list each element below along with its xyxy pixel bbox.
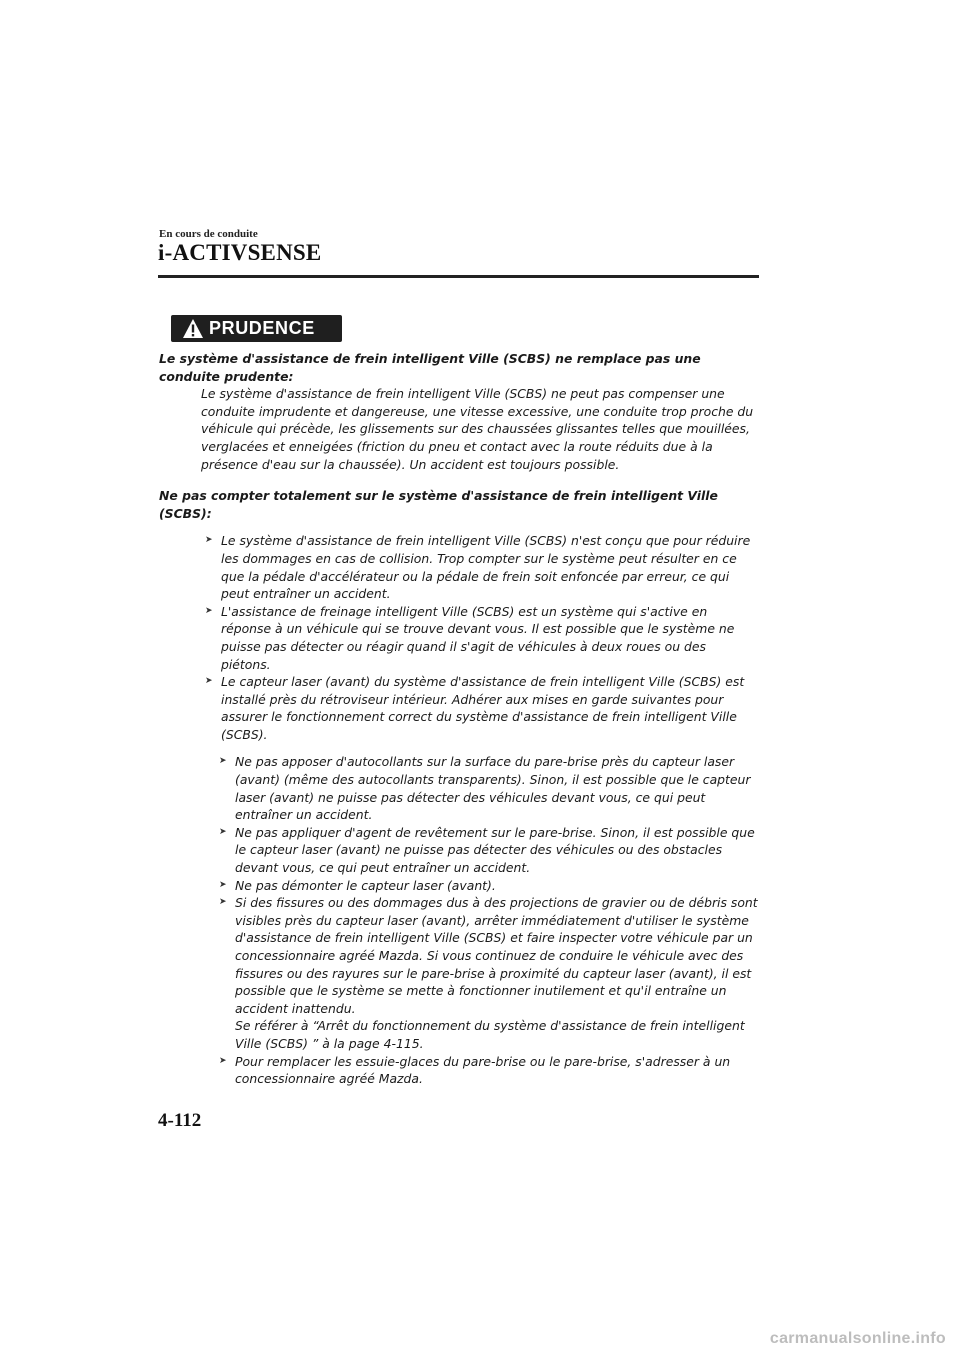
prudence-badge [171, 315, 342, 342]
warning-sub-bullet-list [217, 753, 759, 1087]
header-divider [158, 275, 759, 278]
list-item [217, 753, 759, 823]
list-item-text: Ne pas démonter le capteur laser (avant). [235, 877, 496, 893]
arrowhead-bullet-icon: ➤ [219, 897, 227, 908]
list-item [203, 532, 759, 602]
list-item [217, 877, 759, 895]
list-item-text: Le capteur laser (avant) du système d'assistance de frein intelligent Ville (SCBS) est installé près du rétroviseur intérieur. Adhérer aux mises en garde suivantes pour assurer le fonctionnement correct du système d'assistance de frein intelligent Ville (SCBS). [221, 674, 745, 742]
warning-bullet-list [203, 532, 759, 743]
prudence-label: PRUDENCE [209, 318, 315, 338]
warning-content [159, 350, 759, 1088]
arrowhead-bullet-icon: ➤ [219, 756, 227, 767]
list-item [217, 1053, 759, 1088]
warning-title-1: Le système d'assistance de frein intelligent Ville (SCBS) ne remplace pas une conduite prudente: [159, 351, 701, 384]
arrowhead-bullet-icon: ➤ [205, 676, 213, 687]
warning-title-2: Ne pas compter totalement sur le système d'assistance de frein intelligent Ville (SCBS): [159, 488, 718, 521]
list-item-text: Ne pas appliquer d'agent de revêtement sur le pare-brise. Sinon, il est possible que le capteur laser (avant) ne puisse pas détecter des véhicules ou des obstacles devant vous, ce qui peut entraîner un accident. [235, 824, 755, 876]
arrowhead-bullet-icon: ➤ [205, 605, 213, 616]
warning-triangle-icon [182, 318, 204, 339]
warning-body-1: Le système d'assistance de frein intelligent Ville (SCBS) ne peut pas compenser une conduite imprudente et dangereuse, une vitesse excessive, une conduite trop proche du véhicule qui précède, les glissements sur des chaussées glissantes telles que mouillées, verglacées et enneigées (friction du pneu et contact avec la route réduits due à la présence d'eau sur la chaussée). Un accident est toujours possible. [201, 386, 754, 472]
list-item [217, 894, 759, 1052]
arrowhead-bullet-icon: ➤ [219, 826, 227, 837]
arrowhead-bullet-icon: ➤ [205, 535, 213, 546]
list-item [203, 603, 759, 673]
list-item [203, 673, 759, 743]
arrowhead-bullet-icon: ➤ [219, 879, 227, 890]
chapter-title: i-ACTIVSENSE [158, 240, 322, 265]
list-item-text: L'assistance de freinage intelligent Ville (SCBS) est un système qui s'active en réponse à un véhicule qui se trouve devant vous. Il est possible que le système ne puisse pas détecter ou réagir quand il s'agit de véhicules à deux roues ou des piétons. [221, 603, 735, 672]
list-item-text: Ne pas apposer d'autocollants sur la surface du pare-brise près du capteur laser (avant) (même des autocollants transparents). Sinon, il est possible que le capteur laser (avant) ne puisse pas détecter des véhicules devant vous, ce qui peut entraîner un accident. [235, 754, 751, 823]
section-label: En cours de conduite [159, 228, 258, 240]
arrowhead-bullet-icon: ➤ [219, 1055, 227, 1066]
list-item-text: Le système d'assistance de frein intelligent Ville (SCBS) n'est conçu que pour réduire les dommages en cas de collision. Trop compter sur le système peut résulter en ce que la pédale d'accélérateur ou la pédale de frein soit enfoncée par erreur, ce qui peut entraîner un accident. [221, 533, 751, 602]
page-reference[interactable]: Se référer à “Arrêt du fonctionnement du système d'assistance de frein intelligent Ville (SCBS) ” à la page 4-115. [235, 1018, 745, 1051]
list-item-text: Si des fissures ou des dommages dus à des projections de gravier ou de débris sont visibles près du capteur laser (avant), arrêter immédiatement d'utiliser le système d'assistance de frein intelligent Ville (SCBS) et faire inspecter votre véhicule par un concessionnaire agréé Mazda. Si vous continuez de conduire le véhicule avec des fissures ou des rayures sur le pare-brise à proximité du capteur laser (avant), il est possible que le système se mette à fonctionner inutilement et qu'il entraîne un accident inattendu. [235, 895, 758, 1016]
page-number: 4-112 [158, 1110, 202, 1131]
list-item [217, 824, 759, 877]
site-watermark: carmanualsonline.info [769, 1330, 946, 1347]
list-item-text: Pour remplacer les essuie-glaces du pare-brise ou le pare-brise, s'adresser à un concessionnaire agréé Mazda. [235, 1053, 731, 1087]
